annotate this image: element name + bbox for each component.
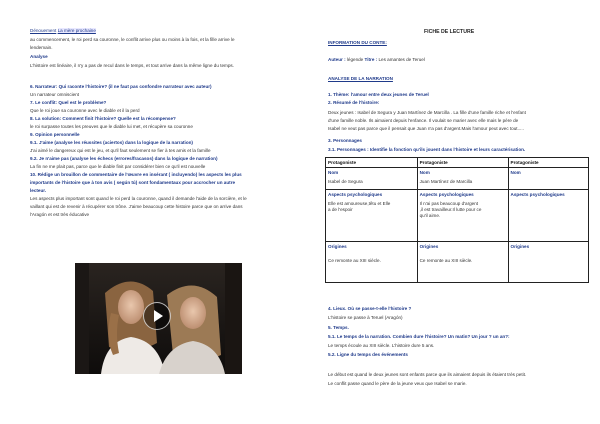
left-line-9: le roi surpasse toutes les preuves que le diable lui met, et récupère sa couronne [30, 124, 193, 129]
temps-heading: 5. Temps. [328, 325, 349, 330]
personnages-sub: 3.1. Personnages : Identifie la fonction qu'ils jouent dans l'histoire et leurs caractérisation. [328, 147, 526, 152]
table-cell: Origines [508, 242, 588, 283]
left-line-7: Que le roi joue sa couronne avec le diable et il la perd [30, 108, 140, 113]
table-cell: Aspects psychologiques Elle est amoureuse,têtu et Elle a de l'espoir [326, 190, 418, 242]
table-cell: Origines Ce remonte au XIII siècle. [417, 242, 508, 283]
resume-heading: 2. Résumé de l'histoire: [328, 100, 380, 105]
ligne-heading: 5.2. Ligne du temps des événements [328, 352, 408, 357]
resume-line-1: Deux jeunes : Isabel de Segura y Juan Martínez de Marcilla . La fille d'une famille riche et l'enfant [328, 110, 526, 115]
lieux-value: L'histoire se passe à Teruel (Aragón) [328, 315, 403, 320]
video-player[interactable] [75, 263, 242, 374]
temps-question: 5.1. Le temps de la narration. Combien dure l'histoire? Un matin? Un jour ? un an?: [328, 334, 510, 339]
left-line-11: 9.1. J'aime (analyse les réussites (aciertos) dans la logique de la narration) [30, 140, 193, 145]
table-cell: Aspects psychologiques [508, 190, 588, 242]
titre-label: Titre : [364, 57, 378, 62]
header-subtitle: La mère prochaine [57, 28, 96, 33]
table-cell: Nom [508, 168, 588, 190]
left-header [30, 28, 96, 34]
resume-line-3: Isabel ne veut pas parce que il pensait que Juan n'a pas d'argent.Mais l'amour peut avec tout..... [328, 126, 524, 131]
left-line-0: au commencement, le roi perd sa couronne, le conflit arrive plus ou moins à la fois, et la fille arrive le [30, 37, 235, 42]
characters-table [325, 157, 589, 283]
left-line-14: La fin ne me plait pas, parce que le diable finit par considérer bien ce qu'il est nouvelle [30, 164, 206, 169]
play-icon[interactable] [143, 302, 171, 330]
table-header: Protagoniste [417, 158, 508, 168]
left-line-4: 6. Narrateur: Qui raconte l'histoire? (il ne faut pas confondre narrateur avec auteur) [30, 84, 212, 89]
table-cell: Origines Ce remonte au XIII siècle. [326, 242, 418, 283]
left-line-8: 8. La solution: Comment finit l'histoire? Quelle est la récompense? [30, 116, 176, 121]
auteur-label: Auteur : [328, 57, 346, 62]
lieux-heading: 4. Lieux. Où se passe-t-elle l'histoire ? [328, 306, 412, 311]
table-cell: Nom Juan Martínez de Marcilla [417, 168, 508, 190]
fiche-title: FICHE DE LECTURE [424, 29, 475, 35]
resume-line-2: d'une famille noble. Ils aimaient depuis l'enfance. Il voulait se marier avec elle mais le père de [328, 118, 519, 123]
left-line-19: vaillant qui est de revenir à récupérer son trône. J'aime beaucoup cette histoire parce que on arrive dans [30, 204, 243, 209]
left-line-6: 7. Le conflit: Quel est le problème? [30, 100, 107, 105]
left-line-5: Un narrateur omniscient [30, 92, 80, 97]
left-line-15: 10. Rédige un brouillon de commentaire de l'œuvre en insérant ( incluyendo) les aspects les plus [30, 172, 242, 177]
event-line-1: Le début est quand le deux jeunes sont enfants parce que ils aimaient depuis ils étaient très petit. [328, 372, 527, 377]
table-cell: Nom Isabel de Segura [326, 168, 418, 190]
info-heading: INFORMATION DU CONTE: [328, 40, 387, 45]
temps-answer: Le temps écoule au XIII siècle. L'histoire dure 5 ans. [328, 343, 435, 348]
theme-line: 1. Thème: l'amour entre deux jeunes de Teruel [328, 92, 429, 97]
left-line-12: J'ai aimé le dangereux qui est le jeu, et qu'il faut seulement se fier à tes amis et la famille [30, 148, 211, 153]
left-line-2: Analyse [30, 54, 48, 59]
table-header: Protagoniste [508, 158, 588, 168]
table-cell: Aspects psychologiques Il n'ai pas beaucoup d'argent ,il est travailleur.Il lutte pour ce qu'il aime. [417, 190, 508, 242]
header-denouement: Dénouement [30, 28, 57, 33]
left-line-10: 9. Opinion personnelle [30, 132, 80, 137]
auteur-line [328, 57, 425, 63]
left-line-18: Les aspects plus important sont quand le roi perd la couronne, quand il demande l'aide de la sorcière, et le [30, 196, 247, 201]
left-line-17: lecteur. [30, 188, 47, 193]
left-line-3: L'histoire est linéaire, il n'y a pas de recul dans le temps, et tout arrive dans la même ligne du temps. [30, 63, 234, 68]
auteur-value: légende [345, 57, 364, 62]
table-header: Protagoniste [326, 158, 418, 168]
analyse-heading: ANALYSE DE LA NARRATION [328, 76, 393, 81]
left-line-20: l'Aragón et est très éducative [30, 212, 90, 217]
left-line-1: lendemain. [30, 45, 53, 50]
personnages-heading: 3. Personnages [328, 138, 362, 143]
left-line-13: 9.2. Je n'aime pas (analyse les échecs (errores/fracasos) dans la logique de narration) [30, 156, 218, 161]
titre-value: Les amantes de Teruel [377, 57, 425, 62]
event-line-2: Le conflit passe quand le père de la jeune veux que Isabel se marie. [328, 381, 467, 386]
left-line-16: importants de l'histoire que à ton avis ( según tú) sont fondamentaux pour accrocher un autre [30, 180, 236, 185]
